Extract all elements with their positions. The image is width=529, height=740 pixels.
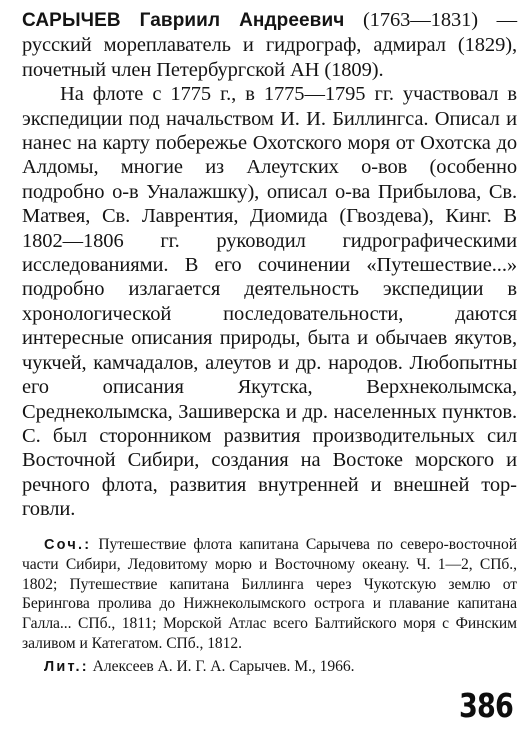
handwritten-page-number: 386: [459, 686, 514, 725]
entry-headword: САРЫЧЕВ Гавриил Андреевич: [22, 10, 345, 31]
literature-text: Алексеев А. И. Г. А. Сарычев. М., 1966.: [88, 658, 355, 676]
references: [22, 535, 517, 678]
entry-body: На флоте с 1775 г., в 1775—1795 гг. участвовал в экспедиции под начальством И. И. Биллингса. Описал и нанес на карту побережье Охотского моря от Охотска до Алдомы, многие из Алеутских о-вов (особенно подробно о-в Уналажшку), описал о-ва Прибылова, Св. Матвея, Св. Лаврентия, Диомида (Гвоздева), Кинг. В 1802—1806 гг. руководил гидрографическими исследованиями. В его сочинении «Путешествие...» подробно излагается деятельность экспедиции в хронологической последовательности, даются интересные описания природы, быта и обычаев якутов, чукчей, камчадалов, алеутов и др. народов. Любопытны его описания Якутска, Верхнеколымска, Среднеколымска, Зашиверска и др. населенных пунктов. С. был сторонником развития производительных сил Восточной Сибири, создания на Востоке морского и речного флота, развития внутренней и внешней торговли.: [22, 83, 517, 521]
works-label: Соч.:: [44, 536, 92, 553]
works-reference: [22, 535, 517, 654]
entry-text: [22, 8, 517, 522]
encyclopedia-entry: [22, 8, 517, 678]
entry-lead-summary: (1763—1831) — русский мореплаватель и гидрограф, адмирал (1829), почетный член Петербургской АН (1809).: [22, 9, 517, 81]
literature-reference: [22, 657, 517, 678]
literature-label: Лит.:: [44, 659, 89, 676]
works-text: Путешествие флота капитана Сарычева по северо-восточной части Сибири, Ледовитому морю и Восточному океану. Ч. 1—2, СПб., 1802; Путешествие капитана Биллинга через Чукотскую землю от Берингова пролива до Нижнеколымского острога и плавание капитана Галла... СПб., 1811; Морской Атлас всего Балтийского моря с Финским заливом и Категатом. СПб., 1812.: [22, 535, 517, 652]
entry-lead: [22, 8, 517, 82]
